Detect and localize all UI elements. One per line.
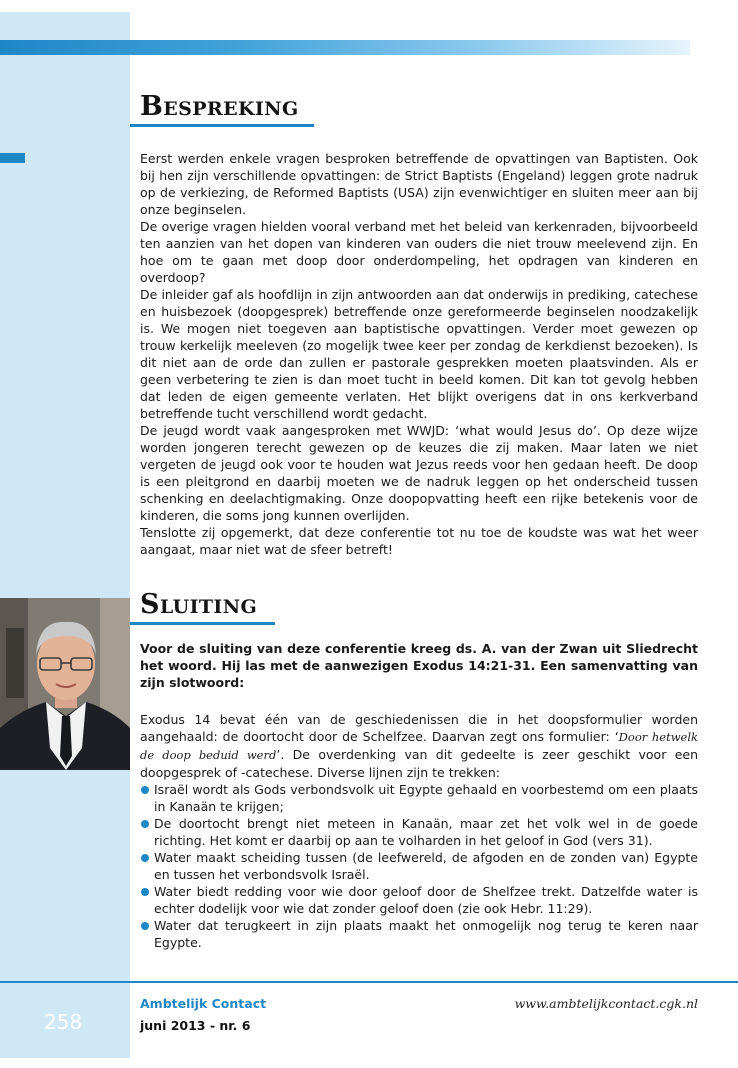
side-tab-marker bbox=[0, 153, 25, 163]
bullet-list bbox=[140, 781, 698, 951]
sluiting-intro bbox=[140, 711, 698, 781]
heading-sluiting: Sluiting bbox=[140, 589, 258, 620]
footer-rule bbox=[0, 981, 738, 983]
speaker-photo bbox=[0, 598, 130, 770]
magazine-title: Ambtelijk Contact bbox=[140, 996, 267, 1011]
website-url: www.ambtelijkcontact.cgk.nl bbox=[514, 996, 698, 1011]
list-item: Water dat terugkeert in zijn plaats maakt het onmogelijk nog terug te keren naar Egypte. bbox=[140, 917, 698, 951]
heading-underline bbox=[130, 124, 314, 127]
issue-date: juni 2013 - nr. 6 bbox=[140, 1018, 251, 1033]
bespreking-body bbox=[140, 150, 698, 558]
list-item: Water maakt scheiding tussen (de leefwereld, de afgoden en de zonden van) Egypte en tussen het verbondsvolk Israël. bbox=[140, 849, 698, 883]
portrait-illustration bbox=[0, 598, 130, 770]
paragraph: Tenslotte zij opgemerkt, dat deze conferentie tot nu toe de koudste was wat het weer aangaat, maar niet wat de sfeer betreft! bbox=[140, 525, 698, 557]
sluiting-lead: Voor de sluiting van deze conferentie kreeg ds. A. van der Zwan uit Sliedrecht het woord. Hij las met de aanwezigen Exodus 14:21-31. Een samenvatting van zijn slotwoord: bbox=[140, 641, 698, 690]
paragraph: De overige vragen hielden vooral verband met het beleid van kerkenraden, bijvoorbeeld ten aanzien van het dopen van kinderen van ouders die niet trouw meelevend zijn. En hoe om te gaan met doop door onderdompeling, het opdragen van kinderen en overdoop? bbox=[140, 219, 698, 285]
sluiting-body bbox=[140, 711, 698, 951]
paragraph: De jeugd wordt vaak aangesproken met WWJD: ‘what would Jesus do’. Op deze wijze worden jongeren terecht gewezen op de keuzes die zij maken. Maar laten we niet vergeten de jeugd ook voor te houden wat Jezus reeds voor hen gedaan heeft. De doop is een pleitgrond en daarbij moeten we de nadruk leggen op het onderscheid tussen schenking en deelachtigmaking. Onze doopopvatting heeft een rijke betekenis voor de kinderen, die soms jong kunnen overlijden. bbox=[140, 423, 698, 523]
side-strip bbox=[0, 12, 130, 1058]
formulier-quote: Door hetwelk de doop beduid werd bbox=[140, 730, 698, 762]
heading-underline bbox=[130, 622, 275, 625]
list-item: De doortocht brengt niet meteen in Kanaän, maar zet het volk wel in de goede richting. Het komt er daarbij op aan te volharden in het geloof in God (vers 31). bbox=[140, 815, 698, 849]
list-item: Water biedt redding voor wie door geloof door de Shelfzee trekt. Datzelfde water is echter dodelijk voor wie dat zonder geloof doen (zie ook Hebr. 11:29). bbox=[140, 883, 698, 917]
intro-text: ’. De overdenking van dit gedeelte is zeer geschikt voor een doopgesprek of -catechese. Diverse lijnen zijn te trekken: bbox=[140, 747, 698, 780]
heading-bespreking: Bespreking bbox=[140, 91, 299, 122]
top-color-bar bbox=[0, 40, 690, 55]
list-item: Israël wordt als Gods verbondsvolk uit Egypte gehaald en voorbestemd om een plaats in Kanaän te krijgen; bbox=[140, 781, 698, 815]
intro-text: Exodus 14 bevat één van de geschiedenissen die in het doopsformulier worden aangehaald: de doortocht door de Schelfzee. Daarvan zegt ons formulier: ‘ bbox=[140, 712, 698, 744]
paragraph: De inleider gaf als hoofdlijn in zijn antwoorden aan dat onderwijs in prediking, catechese en huisbezoek (doopgesprek) betreffende onze gereformeerde beginselen noodzakelijk is. We mogen niet toegeven aan baptistische opvattingen. Verder moet gewezen op trouw kerkelijk meeleven (zo mogelijk twee keer per zondag de kerkdienst bezoeken). Is dit niet aan de orde dan zullen er pastorale gesprekken moeten plaatsvinden. Als er geen verbetering te zien is dan moet tucht in beeld komen. Dit kan tot gevolg hebben dat leden de eigen gemeente verlaten. Het blijkt overigens dat in ons kerkverband betreffende tucht verschillend wordt gedacht. bbox=[140, 287, 698, 421]
paragraph: Eerst werden enkele vragen besproken betreffende de opvattingen van Baptisten. Ook bij hen zijn verschillende opvattingen: de Strict Baptists (Engeland) leggen grote nadruk op de verkiezing, de Reformed Baptists (USA) zijn evenwichtiger en sluiten meer aan bij onze beginselen. bbox=[140, 151, 698, 217]
page-number: 258 bbox=[44, 1010, 83, 1034]
